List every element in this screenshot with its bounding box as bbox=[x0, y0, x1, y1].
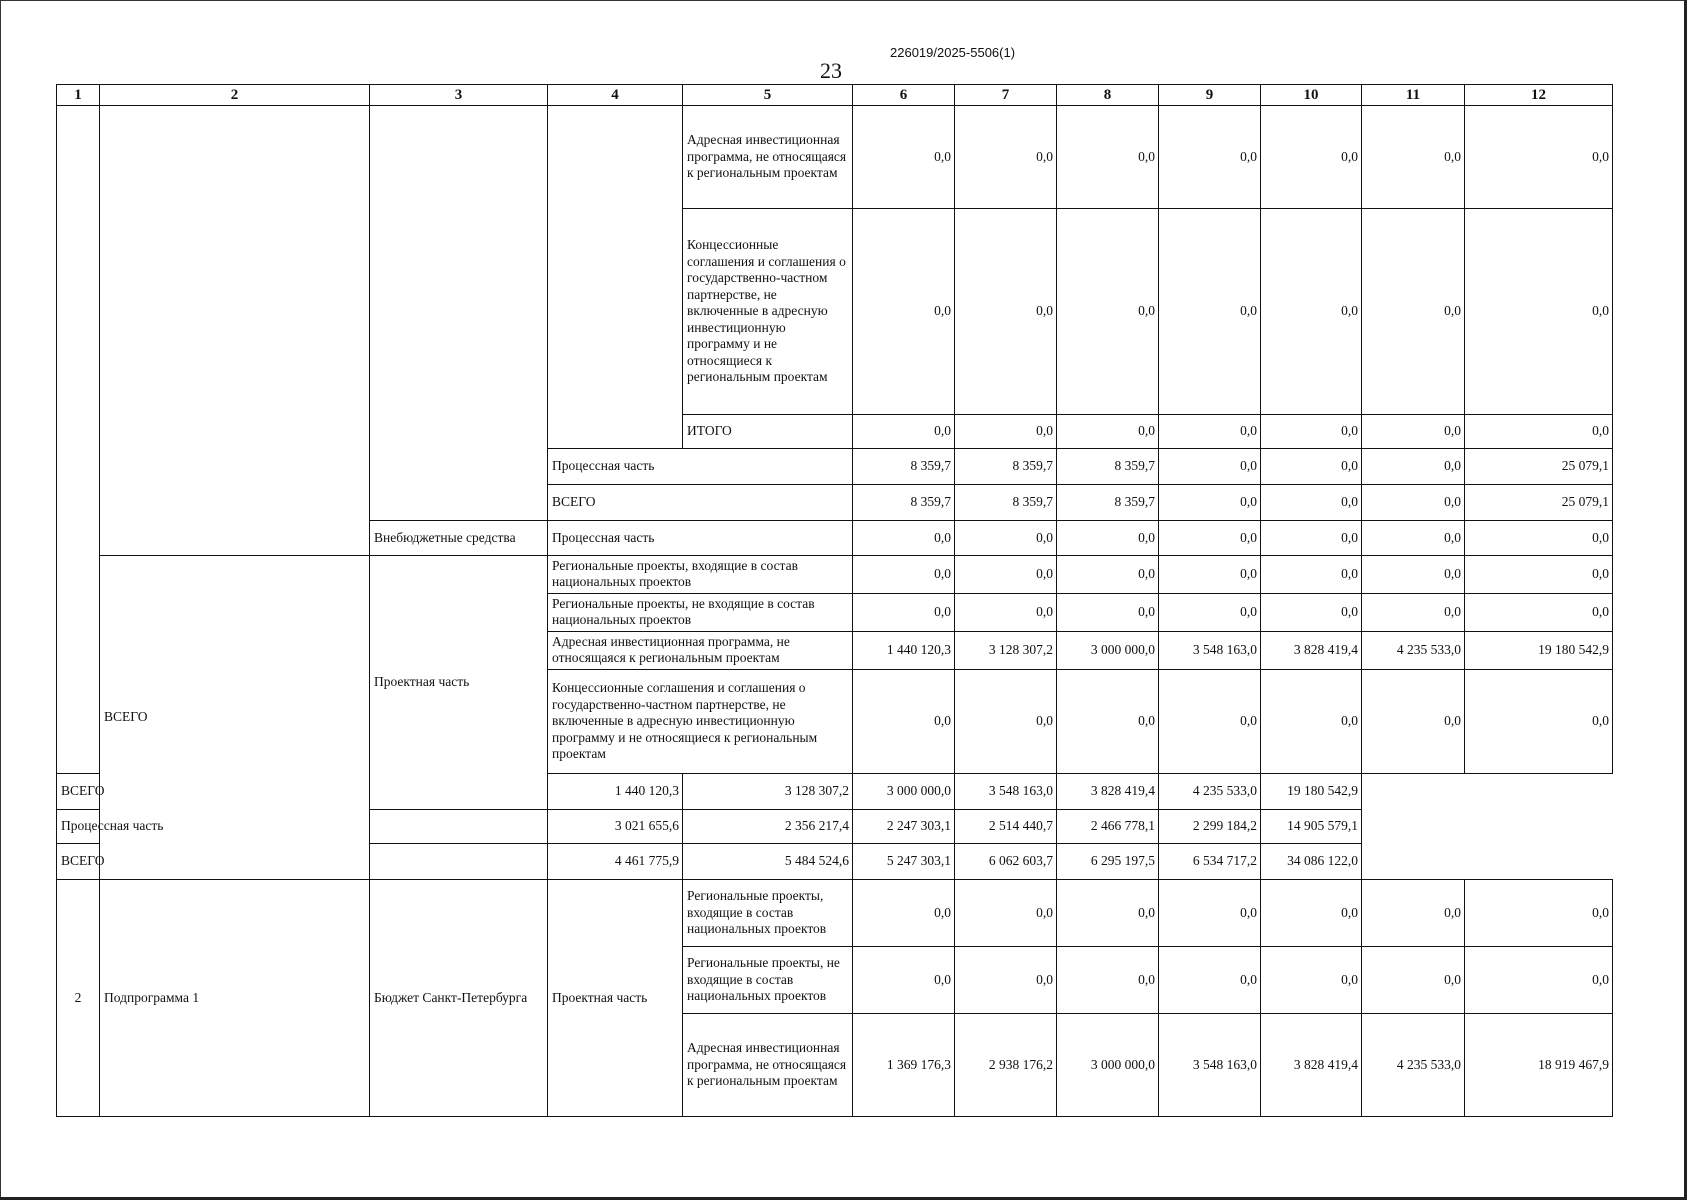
row-label: Региональные проекты, не входящие в состав национальных проектов bbox=[548, 593, 853, 631]
row-label: Адресная инвестиционная программа, не относящаяся к региональным проектам bbox=[683, 1013, 853, 1116]
value-cell: 0,0 bbox=[853, 415, 955, 449]
row-label: Внебюджетные средства bbox=[370, 521, 548, 556]
value-cell: 0,0 bbox=[1159, 106, 1261, 209]
value-cell: 0,0 bbox=[955, 556, 1057, 594]
value-cell: 0,0 bbox=[1057, 669, 1159, 773]
value-cell: 0,0 bbox=[1465, 593, 1613, 631]
column-header: 8 bbox=[1057, 85, 1159, 106]
value-cell: 0,0 bbox=[1261, 556, 1362, 594]
value-cell: 0,0 bbox=[1159, 209, 1261, 415]
value-cell: 3 000 000,0 bbox=[853, 773, 955, 809]
value-cell: 1 440 120,3 bbox=[853, 631, 955, 669]
value-cell: 0,0 bbox=[955, 946, 1057, 1013]
row-label: Процессная часть bbox=[548, 521, 853, 556]
column-header: 5 bbox=[683, 85, 853, 106]
value-cell: 14 905 579,1 bbox=[1261, 809, 1362, 843]
column-header: 6 bbox=[853, 85, 955, 106]
value-cell: 0,0 bbox=[1261, 946, 1362, 1013]
value-cell: 0,0 bbox=[1362, 106, 1465, 209]
value-cell: 0,0 bbox=[1261, 209, 1362, 415]
value-cell: 2 938 176,2 bbox=[955, 1013, 1057, 1116]
value-cell: 0,0 bbox=[1261, 415, 1362, 449]
value-cell: 0,0 bbox=[955, 669, 1057, 773]
value-cell: 25 079,1 bbox=[1465, 485, 1613, 521]
column-header: 1 bbox=[57, 85, 100, 106]
value-cell: 8 359,7 bbox=[955, 485, 1057, 521]
value-cell: 0,0 bbox=[955, 521, 1057, 556]
row-label: ВСЕГО bbox=[548, 485, 853, 521]
value-cell: 0,0 bbox=[1159, 449, 1261, 485]
value-cell: 3 128 307,2 bbox=[955, 631, 1057, 669]
financing-table bbox=[56, 84, 1613, 1117]
value-cell: 2 466 778,1 bbox=[1057, 809, 1159, 843]
value-cell: 6 062 603,7 bbox=[955, 843, 1057, 879]
row-label: Адресная инвестиционная программа, не относящаяся к региональным проектам bbox=[548, 631, 853, 669]
row-label: Проектная часть bbox=[370, 556, 548, 810]
table-row bbox=[57, 106, 1613, 209]
table-row bbox=[57, 843, 1613, 879]
value-cell: 3 548 163,0 bbox=[955, 773, 1057, 809]
value-cell: 3 828 419,4 bbox=[1261, 1013, 1362, 1116]
value-cell: 1 369 176,3 bbox=[853, 1013, 955, 1116]
value-cell: 0,0 bbox=[1261, 485, 1362, 521]
table-row bbox=[57, 773, 1613, 809]
value-cell: 0,0 bbox=[1465, 209, 1613, 415]
value-cell: 0,0 bbox=[955, 879, 1057, 946]
table-row bbox=[57, 879, 1613, 946]
row-label: ИТОГО bbox=[683, 415, 853, 449]
row-label: Адресная инвестиционная программа, не относящаяся к региональным проектам bbox=[683, 106, 853, 209]
value-cell: 25 079,1 bbox=[1465, 449, 1613, 485]
value-cell: 0,0 bbox=[1465, 946, 1613, 1013]
value-cell: 8 359,7 bbox=[853, 449, 955, 485]
value-cell: 0,0 bbox=[1465, 669, 1613, 773]
value-cell: 3 548 163,0 bbox=[1159, 1013, 1261, 1116]
value-cell: 0,0 bbox=[1465, 415, 1613, 449]
cell-empty bbox=[548, 106, 683, 449]
value-cell: 0,0 bbox=[853, 669, 955, 773]
value-cell: 0,0 bbox=[1261, 879, 1362, 946]
value-cell: 0,0 bbox=[1465, 106, 1613, 209]
value-cell: 0,0 bbox=[1159, 669, 1261, 773]
row-label: Концессионные соглашения и соглашения о государственно-частном партнерстве, не включенные в адресную инвестиционную программу и не относящиеся к региональным проектам bbox=[548, 669, 853, 773]
value-cell: 0,0 bbox=[1362, 415, 1465, 449]
value-cell: 0,0 bbox=[1362, 556, 1465, 594]
value-cell: 0,0 bbox=[1159, 556, 1261, 594]
value-cell: 8 359,7 bbox=[1057, 449, 1159, 485]
value-cell: 3 828 419,4 bbox=[1057, 773, 1159, 809]
value-cell: 0,0 bbox=[1057, 879, 1159, 946]
value-cell: 0,0 bbox=[1362, 669, 1465, 773]
value-cell: 0,0 bbox=[1159, 415, 1261, 449]
value-cell: 0,0 bbox=[853, 521, 955, 556]
value-cell: 2 247 303,1 bbox=[853, 809, 955, 843]
cell-empty bbox=[370, 106, 548, 521]
value-cell: 0,0 bbox=[955, 593, 1057, 631]
cell-empty bbox=[100, 106, 370, 556]
value-cell: 0,0 bbox=[1057, 521, 1159, 556]
value-cell: 19 180 542,9 bbox=[1261, 773, 1362, 809]
row-label: Процессная часть bbox=[57, 809, 548, 843]
value-cell: 0,0 bbox=[1261, 449, 1362, 485]
value-cell: 8 359,7 bbox=[1057, 485, 1159, 521]
value-cell: 4 235 533,0 bbox=[1362, 1013, 1465, 1116]
row-label: ВСЕГО bbox=[100, 556, 370, 880]
row-label: Региональные проекты, входящие в состав национальных проектов bbox=[548, 556, 853, 594]
value-cell: 5 247 303,1 bbox=[853, 843, 955, 879]
value-cell: 6 534 717,2 bbox=[1159, 843, 1261, 879]
value-cell: 0,0 bbox=[1057, 593, 1159, 631]
column-header: 11 bbox=[1362, 85, 1465, 106]
value-cell: 0,0 bbox=[1362, 485, 1465, 521]
value-cell: 34 086 122,0 bbox=[1261, 843, 1362, 879]
table-row bbox=[57, 556, 1613, 594]
value-cell: 0,0 bbox=[853, 209, 955, 415]
value-cell: 18 919 467,9 bbox=[1465, 1013, 1613, 1116]
value-cell: 0,0 bbox=[1465, 556, 1613, 594]
value-cell: 0,0 bbox=[1159, 879, 1261, 946]
table-row bbox=[57, 809, 1613, 843]
column-header: 12 bbox=[1465, 85, 1613, 106]
value-cell: 0,0 bbox=[853, 556, 955, 594]
value-cell: 0,0 bbox=[1362, 593, 1465, 631]
value-cell: 0,0 bbox=[1057, 415, 1159, 449]
value-cell: 0,0 bbox=[1465, 879, 1613, 946]
value-cell: 8 359,7 bbox=[853, 485, 955, 521]
value-cell: 0,0 bbox=[1159, 946, 1261, 1013]
value-cell: 0,0 bbox=[1057, 209, 1159, 415]
row-number: 2 bbox=[57, 879, 100, 1116]
value-cell: 0,0 bbox=[955, 415, 1057, 449]
value-cell: 0,0 bbox=[1159, 593, 1261, 631]
value-cell: 4 235 533,0 bbox=[1159, 773, 1261, 809]
value-cell: 4 235 533,0 bbox=[1362, 631, 1465, 669]
value-cell: 0,0 bbox=[1057, 556, 1159, 594]
value-cell: 19 180 542,9 bbox=[1465, 631, 1613, 669]
value-cell: 2 514 440,7 bbox=[955, 809, 1057, 843]
value-cell: 4 461 775,9 bbox=[548, 843, 683, 879]
value-cell: 0,0 bbox=[853, 879, 955, 946]
column-header: 4 bbox=[548, 85, 683, 106]
value-cell: 3 021 655,6 bbox=[548, 809, 683, 843]
value-cell: 3 828 419,4 bbox=[1261, 631, 1362, 669]
cell-empty bbox=[57, 106, 100, 774]
row-label: ВСЕГО bbox=[57, 773, 370, 809]
value-cell: 0,0 bbox=[1159, 485, 1261, 521]
value-cell: 2 299 184,2 bbox=[1159, 809, 1261, 843]
value-cell: 0,0 bbox=[1057, 946, 1159, 1013]
value-cell: 0,0 bbox=[1465, 521, 1613, 556]
value-cell: 3 128 307,2 bbox=[683, 773, 853, 809]
value-cell: 0,0 bbox=[853, 946, 955, 1013]
value-cell: 6 295 197,5 bbox=[1057, 843, 1159, 879]
value-cell: 0,0 bbox=[1261, 669, 1362, 773]
value-cell: 0,0 bbox=[1362, 946, 1465, 1013]
value-cell: 0,0 bbox=[1261, 106, 1362, 209]
column-header: 3 bbox=[370, 85, 548, 106]
row-label: Концессионные соглашения и соглашения о государственно-частном партнерстве, не включенные в адресную инвестиционную программу и не относящиеся к региональным проектам bbox=[683, 209, 853, 415]
funding-source: Бюджет Санкт-Петербурга bbox=[370, 879, 548, 1116]
value-cell: 3 548 163,0 bbox=[1159, 631, 1261, 669]
value-cell: 0,0 bbox=[1057, 106, 1159, 209]
document-id: 226019/2025-5506(1) bbox=[890, 45, 1016, 60]
value-cell: 3 000 000,0 bbox=[1057, 1013, 1159, 1116]
column-header: 9 bbox=[1159, 85, 1261, 106]
row-label: Региональные проекты, входящие в состав национальных проектов bbox=[683, 879, 853, 946]
value-cell: 2 356 217,4 bbox=[683, 809, 853, 843]
value-cell: 5 484 524,6 bbox=[683, 843, 853, 879]
value-cell: 0,0 bbox=[1261, 593, 1362, 631]
value-cell: 0,0 bbox=[955, 209, 1057, 415]
value-cell: 0,0 bbox=[1159, 521, 1261, 556]
value-cell: 0,0 bbox=[955, 106, 1057, 209]
row-label: Региональные проекты, не входящие в состав национальных проектов bbox=[683, 946, 853, 1013]
value-cell: 0,0 bbox=[853, 593, 955, 631]
column-header: 7 bbox=[955, 85, 1057, 106]
value-cell: 3 000 000,0 bbox=[1057, 631, 1159, 669]
column-header: 2 bbox=[100, 85, 370, 106]
value-cell: 0,0 bbox=[1362, 209, 1465, 415]
column-header: 10 bbox=[1261, 85, 1362, 106]
value-cell: 0,0 bbox=[853, 106, 955, 209]
value-cell: 0,0 bbox=[1362, 879, 1465, 946]
column-number-row bbox=[57, 85, 1613, 106]
row-label: Проектная часть bbox=[548, 879, 683, 1116]
row-label: Процессная часть bbox=[548, 449, 853, 485]
value-cell: 0,0 bbox=[1362, 449, 1465, 485]
value-cell: 0,0 bbox=[1362, 521, 1465, 556]
page-number: 23 bbox=[820, 58, 842, 83]
value-cell: 1 440 120,3 bbox=[548, 773, 683, 809]
row-label: ВСЕГО bbox=[57, 843, 548, 879]
value-cell: 0,0 bbox=[1261, 521, 1362, 556]
subprogram-name: Подпрограмма 1 bbox=[100, 879, 370, 1116]
value-cell: 8 359,7 bbox=[955, 449, 1057, 485]
